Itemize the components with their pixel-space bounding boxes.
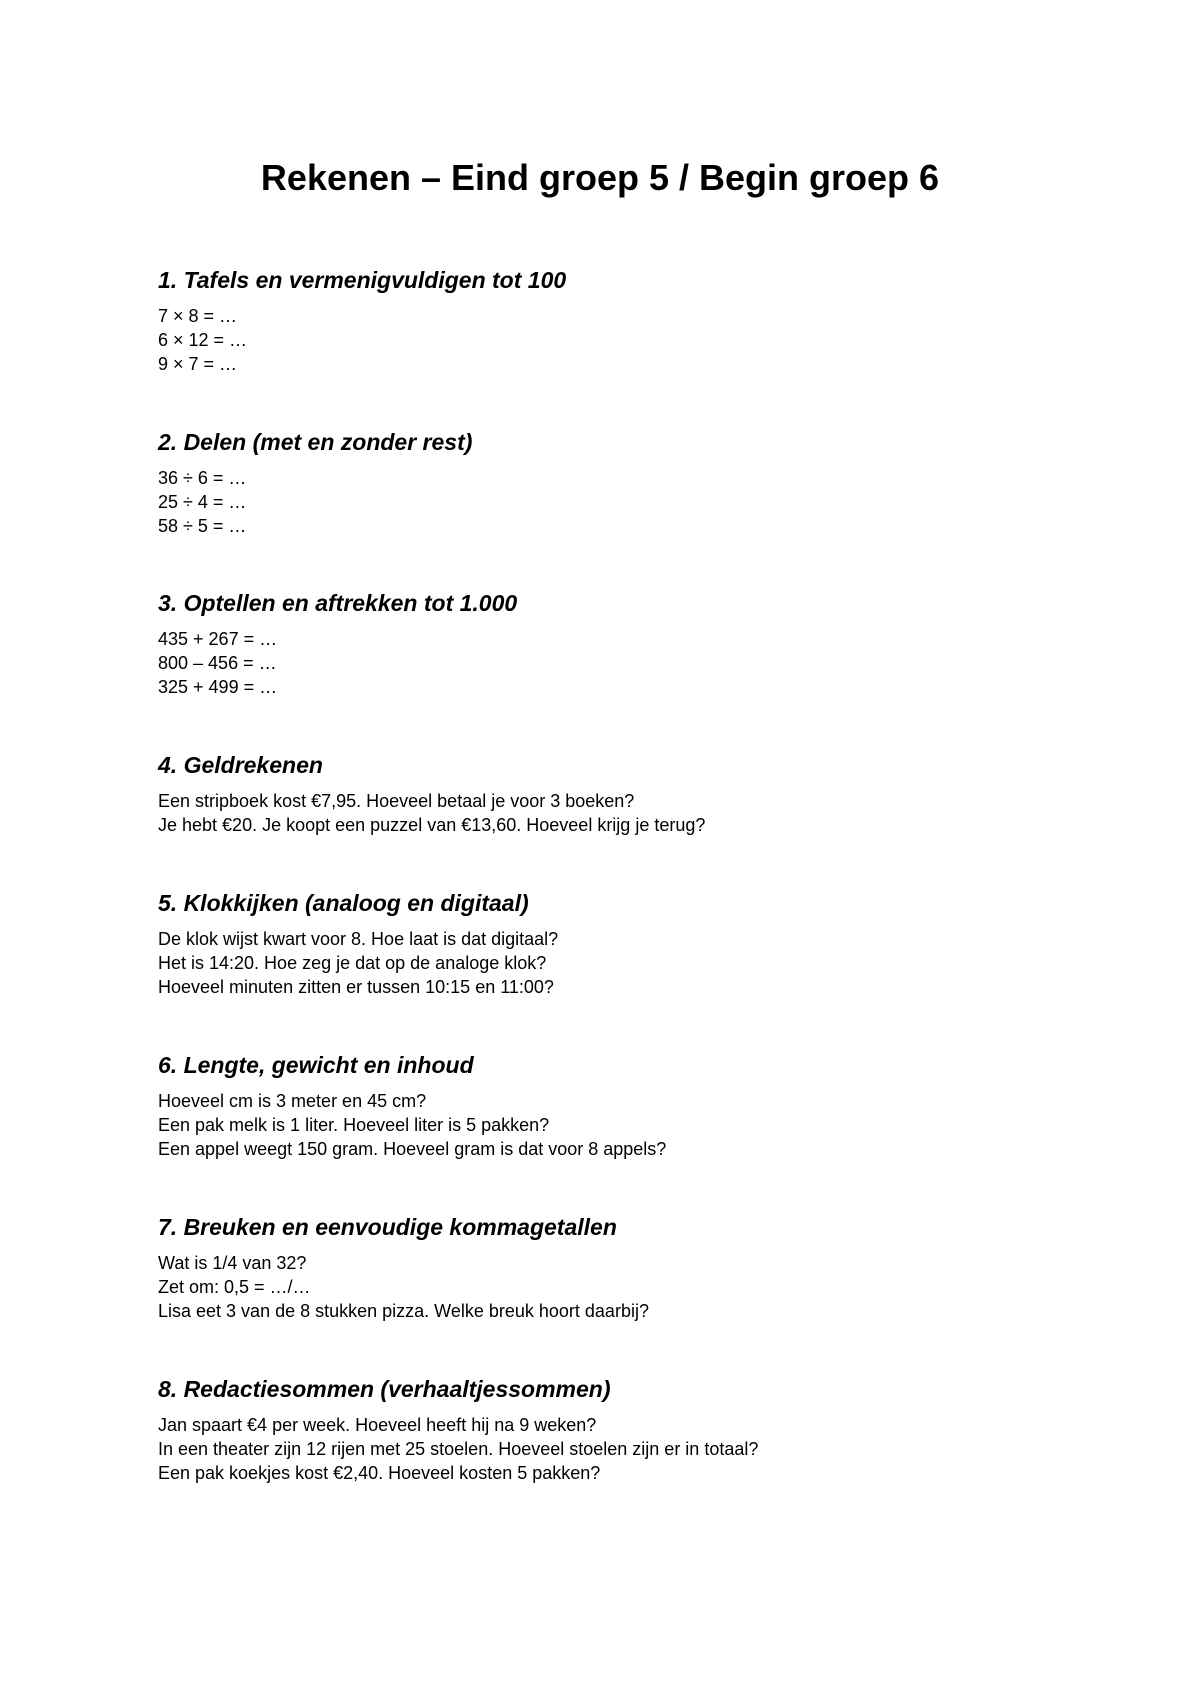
exercise-list [158, 1089, 1138, 1161]
section-heading: 5. Klokkijken (analoog en digitaal) [158, 890, 529, 916]
exercise-line: 9 × 7 = … [158, 354, 238, 374]
exercise-line: Lisa eet 3 van de 8 stukken pizza. Welke breuk hoort daarbij? [158, 1301, 649, 1321]
exercise-line: 58 ÷ 5 = … [158, 516, 247, 536]
section-optellen [158, 589, 1138, 699]
exercise-line: De klok wijst kwart voor 8. Hoe laat is dat digitaal? [158, 929, 559, 949]
section-geldrekenen [158, 751, 1138, 837]
section-klokkijken [158, 889, 1138, 999]
exercise-line: 325 + 499 = … [158, 677, 278, 697]
exercise-line: Wat is 1/4 van 32? [158, 1253, 307, 1273]
exercise-line: 6 × 12 = … [158, 330, 248, 350]
section-heading: 8. Redactiesommen (verhaaltjessommen) [158, 1376, 611, 1402]
exercise-line: Een pak melk is 1 liter. Hoeveel liter is 5 pakken? [158, 1115, 550, 1135]
exercise-line: In een theater zijn 12 rijen met 25 stoelen. Hoeveel stoelen zijn er in totaal? [158, 1439, 759, 1459]
exercise-line: Zet om: 0,5 = …/… [158, 1277, 311, 1297]
section-heading: 4. Geldrekenen [158, 752, 323, 778]
exercise-line: 36 ÷ 6 = … [158, 468, 247, 488]
exercise-line: Een pak koekjes kost €2,40. Hoeveel kosten 5 pakken? [158, 1463, 601, 1483]
section-heading: 3. Optellen en aftrekken tot 1.000 [158, 590, 518, 616]
section-heading: 6. Lengte, gewicht en inhoud [158, 1052, 474, 1078]
exercise-line: 25 ÷ 4 = … [158, 492, 247, 512]
exercise-list [158, 627, 1138, 699]
exercise-line: Een stripboek kost €7,95. Hoeveel betaal je voor 3 boeken? [158, 791, 635, 811]
section-tafels [158, 266, 1138, 376]
exercise-line: 435 + 267 = … [158, 629, 278, 649]
section-heading: 2. Delen (met en zonder rest) [158, 429, 473, 455]
exercise-line: Hoeveel minuten zitten er tussen 10:15 en 11:00? [158, 977, 554, 997]
exercise-list [158, 1251, 1138, 1323]
section-heading: 1. Tafels en vermenigvuldigen tot 100 [158, 267, 567, 293]
section-heading: 7. Breuken en eenvoudige kommagetallen [158, 1214, 617, 1240]
exercise-list [158, 927, 1138, 999]
exercise-list [158, 1413, 1138, 1485]
section-redactiesommen [158, 1375, 1138, 1485]
exercise-list [158, 466, 1138, 538]
exercise-line: Jan spaart €4 per week. Hoeveel heeft hij na 9 weken? [158, 1415, 597, 1435]
exercise-line: Het is 14:20. Hoe zeg je dat op de analoge klok? [158, 953, 547, 973]
exercise-list [158, 789, 1138, 837]
section-breuken [158, 1213, 1138, 1323]
section-lengte [158, 1051, 1138, 1161]
exercise-line: Een appel weegt 150 gram. Hoeveel gram is dat voor 8 appels? [158, 1139, 667, 1159]
section-delen [158, 428, 1138, 538]
exercise-list [158, 304, 1138, 376]
page-title: Rekenen – Eind groep 5 / Begin groep 6 [260, 157, 940, 198]
exercise-line: Hoeveel cm is 3 meter en 45 cm? [158, 1091, 427, 1111]
exercise-line: 800 – 456 = … [158, 653, 277, 673]
exercise-line: 7 × 8 = … [158, 306, 238, 326]
exercise-line: Je hebt €20. Je koopt een puzzel van €13,60. Hoeveel krijg je terug? [158, 815, 706, 835]
